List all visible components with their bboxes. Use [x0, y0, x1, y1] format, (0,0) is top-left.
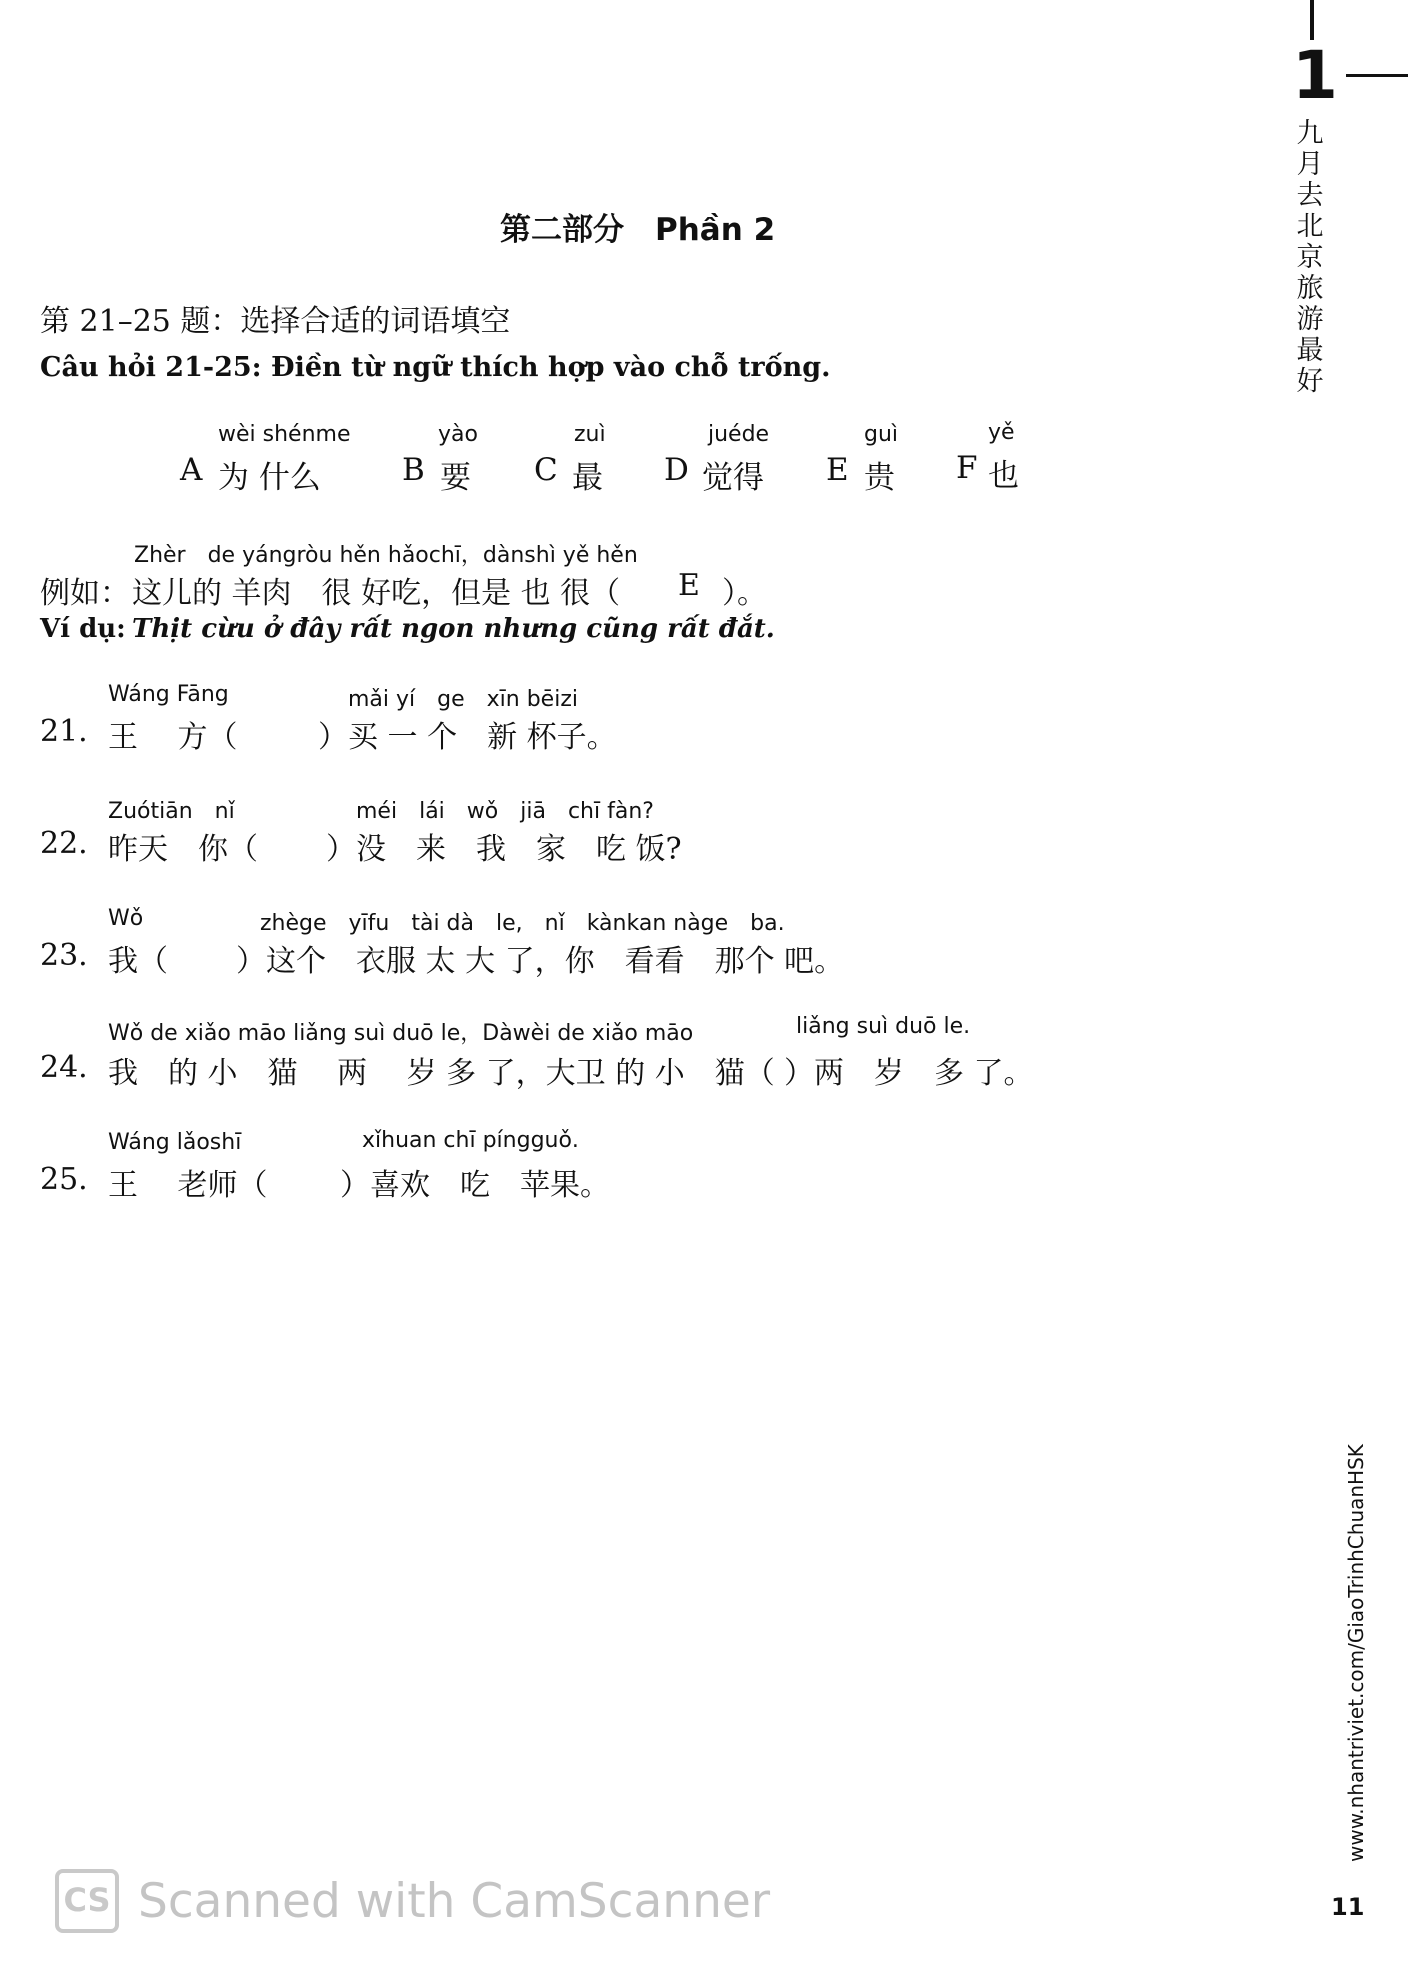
question-text-after-blank: ）买 一 个 新 杯子。: [318, 720, 617, 755]
option-a-word: 为 什么: [218, 460, 321, 496]
option-f-pinyin: yě: [988, 420, 1015, 445]
question-text-after-blank: ）这个 衣服 太 大 了，你 看看 那个 吧。: [236, 944, 845, 979]
question-pinyin-2: méi lái wǒ jiā chī fàn?: [356, 799, 654, 824]
option-c-word: 最: [572, 460, 603, 496]
example-answer: E: [678, 568, 700, 603]
page-number: 11: [1331, 1893, 1365, 1921]
question-number: 24.: [40, 1050, 88, 1085]
chapter-marker-rule: [1346, 74, 1408, 77]
option-e-letter: E: [826, 452, 849, 488]
question-pinyin-1: Wáng lǎoshī: [108, 1130, 242, 1155]
question-pinyin-2: mǎi yí ge xīn bēizi: [348, 687, 578, 712]
option-f-word: 也: [988, 458, 1019, 494]
website-url-vertical: www.nhantriviet.com/GiaoTrinhChuanHSK: [1344, 1444, 1368, 1862]
question-number: 21.: [40, 714, 88, 749]
instructions-vietnamese: Câu hỏi 21-25: Điền từ ngữ thích hợp vào chỗ trống.: [40, 352, 831, 383]
chapter-title-vertical: 九月去北京旅游最好: [1296, 118, 1324, 397]
question-text-before-blank: 王 老师（: [108, 1168, 268, 1203]
option-a-pinyin: wèi shénme: [218, 422, 351, 447]
question-pinyin-2: zhège yīfu tài dà le, nǐ kànkan nàge ba.: [260, 911, 785, 936]
question-number: 25.: [40, 1162, 88, 1197]
section-title: 第二部分 Phần 2: [500, 212, 776, 248]
question-text-before-blank: 昨天 你（: [108, 832, 258, 867]
example-vietnamese-label: Ví dụ:: [40, 614, 126, 644]
example-sentence-after: ）。: [722, 576, 767, 611]
question-pinyin-1: Wáng Fāng: [108, 682, 229, 707]
example-label: 例如：: [40, 576, 130, 611]
example-vietnamese-translation: Thịt cừu ở đây rất ngon nhưng cũng rất đắt.: [132, 614, 775, 644]
option-b-letter: B: [402, 452, 425, 488]
option-b-word: 要: [440, 460, 471, 496]
question-text-after-blank: ）两 岁 多 了。: [784, 1056, 1034, 1091]
option-d-word: 觉得: [702, 460, 764, 496]
option-a-letter: A: [180, 452, 203, 488]
option-d-letter: D: [664, 452, 689, 488]
instructions-chinese: 第 21–25 题：选择合适的词语填空: [40, 304, 511, 339]
camscanner-watermark: Scanned with CamScanner: [138, 1874, 771, 1929]
camscanner-logo-icon: CS: [55, 1869, 119, 1933]
option-d-pinyin: juéde: [708, 422, 770, 447]
option-c-letter: C: [534, 452, 558, 488]
question-pinyin-1: Zuótiān nǐ: [108, 799, 235, 824]
chapter-number: 1: [1292, 37, 1338, 114]
question-text-after-blank: ）喜欢 吃 苹果。: [340, 1168, 610, 1203]
question-pinyin-2: xǐhuan chī píngguǒ.: [362, 1128, 579, 1153]
question-number: 23.: [40, 938, 88, 973]
option-e-word: 贵: [864, 460, 895, 496]
example-sentence-before: 这儿的 羊肉 很 好吃，但是 也 很（: [132, 576, 621, 611]
question-text-before-blank: 我（: [108, 944, 168, 979]
question-text-after-blank: ）没 来 我 家 吃 饭?: [326, 832, 682, 867]
option-e-pinyin: guì: [864, 422, 899, 447]
question-text-before-blank: 我 的 小 猫 两 岁 多 了，大卫 的 小 猫（: [108, 1056, 775, 1091]
chapter-marker-line: [1310, 0, 1314, 40]
option-b-pinyin: yào: [438, 422, 478, 447]
question-pinyin-1: Wǒ de xiǎo māo liǎng suì duō le，Dàwèi de xiǎo māo: [108, 1021, 694, 1046]
option-f-letter: F: [956, 450, 978, 486]
question-pinyin-1: Wǒ: [108, 906, 144, 931]
question-pinyin-2: liǎng suì duō le.: [796, 1014, 971, 1039]
question-text-before-blank: 王 方（: [108, 720, 238, 755]
example-pinyin: Zhèr de yángròu hěn hǎochī，dànshì yě hěn: [134, 543, 638, 568]
option-c-pinyin: zuì: [574, 422, 606, 447]
question-number: 22.: [40, 826, 88, 861]
